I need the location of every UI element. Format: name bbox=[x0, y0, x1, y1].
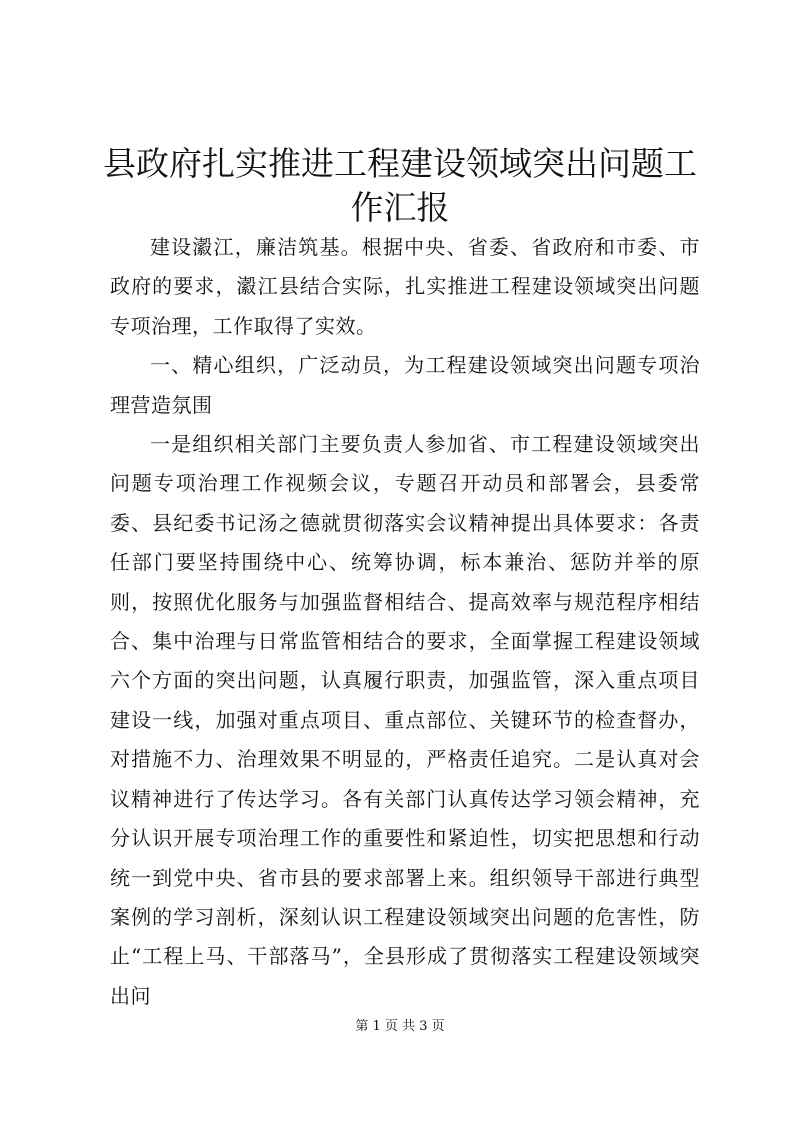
document-body bbox=[110, 228, 700, 1016]
paragraph-intro: 建设瀫江，廉洁筑基。根据中央、省委、省政府和市委、市政府的要求，瀫江县结合实际，扎实推进工程建设领域突出问题专项治理，工作取得了实效。 bbox=[110, 235, 700, 338]
section-heading: 一、精心组织，广泛动员，为工程建设领域突出问题专项治理营造氛围 bbox=[110, 353, 700, 417]
document-title: 县政府扎实推进工程建设领域突出问题工作汇报 bbox=[103, 144, 697, 227]
page-footer: 第 1 页 共 3 页 bbox=[355, 1019, 445, 1034]
paragraph-main: 一是组织相关部门主要负责人参加省、市工程建设领域突出问题专项治理工作视频会议，专题召开动员和部署会，县委常委、县纪委书记汤之德就贯彻落实会议精神提出具体要求：各责任部门要坚持围绕中心、统筹协调，标本兼治、惩防并举的原则，按照优化服务与加强监督相结合、提高效率与规范程序相结合、集中治理与日常监管相结合的要求，全面掌握工程建设领域六个方面的突出问题，认真履行职责，加强监管，深入重点项目建设一线，加强对重点项目、重点部位、关键环节的检查督办，对措施不力、治理效果不明显的，严格责任追究。二是认真对会议精神进行了传达学习。各有关部门认真传达学习领会精神，充分认识开展专项治理工作的重要性和紧迫性，切实把思想和行动统一到党中央、省市县的要求部署上来。组织领导干部进行典型案例的学习剖析，深刻认识工程建设领域突出问题的危害性，防止“工程上马、干部落马”，全县形成了贯彻落实工程建设领域突出问 bbox=[110, 432, 700, 1008]
